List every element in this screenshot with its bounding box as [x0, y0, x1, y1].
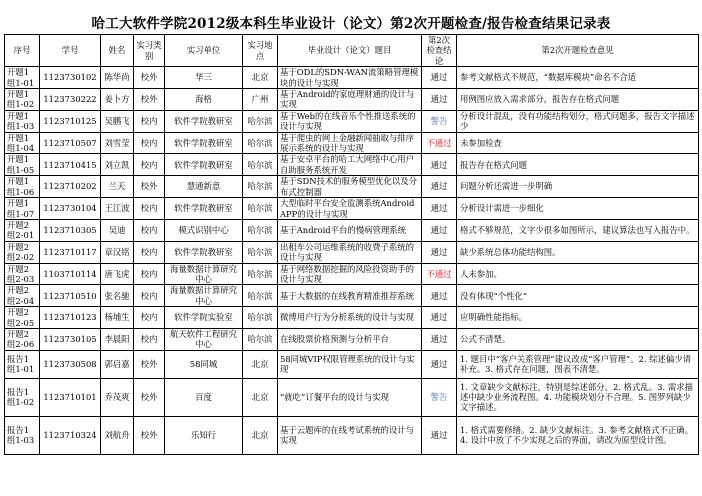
- row-check-result: 通过: [422, 89, 457, 111]
- header-check-result: 第2次检查结论: [422, 35, 457, 67]
- row-student-id: 1123730105: [40, 328, 101, 350]
- row-internship-location: 哈尔滨: [243, 219, 278, 241]
- row-check-opinion: 未参加检查: [457, 132, 699, 154]
- row-name: 唐飞虎: [101, 263, 134, 285]
- row-student-id: 1123710202: [40, 176, 101, 198]
- row-internship-unit: 海量数据计算研究中心: [165, 263, 243, 285]
- row-name: 乔茂爽: [101, 378, 134, 416]
- row-thesis-title: 基于安卓平台的哈工大网络中心用户自助服务系统开发: [278, 154, 422, 176]
- row-index: 开题2组2-04: [5, 285, 40, 307]
- header-student-id: 学号: [40, 35, 101, 67]
- row-index: 开题2组2-06: [5, 328, 40, 350]
- row-check-result: 通过: [422, 176, 457, 198]
- row-thesis-title: 基于网络数据挖掘的风险投资助手的设计与实现: [278, 263, 422, 285]
- row-check-opinion: 人未参加。: [457, 263, 699, 285]
- row-thesis-title: 大型临时平台安全监测系统Android APP的设计与实现: [278, 198, 422, 220]
- row-internship-type: 校内: [134, 219, 165, 241]
- table-row: [5, 67, 699, 89]
- row-check-opinion: 没有体现“个性化”: [457, 285, 699, 307]
- row-check-opinion: 分析设计需进一步细化: [457, 198, 699, 220]
- row-internship-unit: 乐知行: [165, 416, 243, 454]
- row-student-id: 1123710510: [40, 285, 101, 307]
- row-internship-type: 校内: [134, 307, 165, 329]
- row-check-opinion: 1. 文章缺少文献标注，特别是综述部分。2. 格式乱。3. 需求描述中缺少业务流程图。4. 功能模块划分不合理。5. 图罗列缺少文字描述。: [457, 378, 699, 416]
- header-name: 姓名: [101, 35, 134, 67]
- row-index: 开题2组2-01: [5, 219, 40, 241]
- row-index: 开题1组1-03: [5, 110, 40, 132]
- row-thesis-title: 在线股票价格预测与分析平台: [278, 328, 422, 350]
- row-thesis-title: 出租车公司运维系统的收费子系统的设计与实现: [278, 241, 422, 263]
- row-internship-unit: 航天软件工程研究中心: [165, 328, 243, 350]
- row-check-opinion: 1. 题目中“客户关系管理”建议改成“客户管理”。2. 综述偏少请补充。3. 格式存在问题，图表不清楚。: [457, 350, 699, 378]
- row-student-id: 1123730222: [40, 89, 101, 111]
- table-row: [5, 263, 699, 285]
- results-table: [4, 34, 699, 455]
- row-internship-location: 哈尔滨: [243, 328, 278, 350]
- row-student-id: 1123710117: [40, 241, 101, 263]
- table-row: [5, 89, 699, 111]
- row-internship-unit: 模式识别中心: [165, 219, 243, 241]
- table-row: [5, 378, 699, 416]
- row-name: 姜卜方: [101, 89, 134, 111]
- row-student-id: 1123710305: [40, 219, 101, 241]
- table-row: [5, 154, 699, 176]
- row-thesis-title: 基于Web的在线音乐个性推送系统的设计与实现: [278, 110, 422, 132]
- row-student-id: 1103710114: [40, 263, 101, 285]
- row-index: 开题1组1-01: [5, 67, 40, 89]
- row-internship-unit: 软件学院教研室: [165, 198, 243, 220]
- row-internship-unit: 华三: [165, 67, 243, 89]
- row-thesis-title: 基于云题库的在线考试系统的设计与实现: [278, 416, 422, 454]
- row-index: 报告1组1-02: [5, 378, 40, 416]
- row-name: 陈华尚: [101, 67, 134, 89]
- table-row: [5, 307, 699, 329]
- row-internship-location: 广州: [243, 89, 278, 111]
- row-internship-type: 校内: [134, 154, 165, 176]
- table-row: [5, 416, 699, 454]
- row-thesis-title: 微博用户行为分析系统的设计与实现: [278, 307, 422, 329]
- row-internship-location: 哈尔滨: [243, 132, 278, 154]
- row-internship-unit: 软件学院教研室: [165, 132, 243, 154]
- table-header-row: [5, 35, 699, 67]
- row-internship-unit: 软件学院教研室: [165, 154, 243, 176]
- row-check-opinion: 1. 格式需要修缮。2. 缺少文献标注。3. 参考文献格式不正确。4. 设计中放了不少实现之后的界面，请改为原型设计图。: [457, 416, 699, 454]
- row-check-opinion: 分析设计混乱，没有功能结构划分，格式问题多，报告文字描述少: [457, 110, 699, 132]
- table-row: [5, 328, 699, 350]
- row-index: 开题2组2-02: [5, 241, 40, 263]
- row-student-id: 1123730104: [40, 198, 101, 220]
- row-check-result: 通过: [422, 241, 457, 263]
- row-internship-location: 哈尔滨: [243, 285, 278, 307]
- row-thesis-title: 基于爬虫的网上金融新闻抽取与排序展示系统的设计与实现: [278, 132, 422, 154]
- row-internship-location: 北京: [243, 67, 278, 89]
- table-row: [5, 132, 699, 154]
- row-internship-unit: 百度: [165, 378, 243, 416]
- row-internship-unit: 软件学院教研室: [165, 110, 243, 132]
- row-internship-location: 北京: [243, 350, 278, 378]
- row-internship-type: 校外: [134, 378, 165, 416]
- row-internship-unit: 58同城: [165, 350, 243, 378]
- header-internship-location: 实习地点: [243, 35, 278, 67]
- row-student-id: 1123710123: [40, 307, 101, 329]
- table-row: [5, 285, 699, 307]
- row-internship-type: 校外: [134, 67, 165, 89]
- page-title: 哈工大软件学院2012级本科生毕业设计（论文）第2次开题检查/报告检查结果记录表: [91, 16, 611, 32]
- header-internship-type: 实习类别: [134, 35, 165, 67]
- row-internship-type: 校外: [134, 350, 165, 378]
- row-thesis-title: 基于大数据的在线教育精准推荐系统: [278, 285, 422, 307]
- row-internship-location: 哈尔滨: [243, 110, 278, 132]
- row-index: 开题1组1-07: [5, 198, 40, 220]
- row-internship-type: 校外: [134, 416, 165, 454]
- row-internship-type: 校内: [134, 198, 165, 220]
- row-name: 王江波: [101, 198, 134, 220]
- row-name: 郭启嘉: [101, 350, 134, 378]
- row-index: 开题2组2-03: [5, 263, 40, 285]
- row-thesis-title: “就吃”订餐平台的设计与实现: [278, 378, 422, 416]
- row-index: 开题1组1-02: [5, 89, 40, 111]
- row-thesis-title: 58同城VIP权限管理系统的设计与实现: [278, 350, 422, 378]
- row-name: 刘雪莹: [101, 132, 134, 154]
- row-student-id: 1123730102: [40, 67, 101, 89]
- row-name: 刘立凯: [101, 154, 134, 176]
- row-internship-location: 哈尔滨: [243, 154, 278, 176]
- row-check-opinion: 应明确性能指标。: [457, 307, 699, 329]
- row-internship-location: 哈尔滨: [243, 176, 278, 198]
- row-internship-unit: 慧通新意: [165, 176, 243, 198]
- row-check-result: 通过: [422, 219, 457, 241]
- row-name: 张名驰: [101, 285, 134, 307]
- row-student-id: 1123710415: [40, 154, 101, 176]
- row-check-result: 不通过: [422, 132, 457, 154]
- row-check-result: 通过: [422, 198, 457, 220]
- row-check-opinion: 缺少系统总体功能结构图。: [457, 241, 699, 263]
- table-row: [5, 198, 699, 220]
- row-internship-location: 哈尔滨: [243, 198, 278, 220]
- table-row: [5, 241, 699, 263]
- row-index: 报告1组1-01: [5, 350, 40, 378]
- header-index: 序号: [5, 35, 40, 67]
- row-check-opinion: 报告存在格式问题: [457, 154, 699, 176]
- row-internship-unit: 海格: [165, 89, 243, 111]
- row-check-opinion: 格式不够规范，文字少很多如图所示，建议算法也写入报告中。: [457, 219, 699, 241]
- row-name: 李晨阳: [101, 328, 134, 350]
- row-internship-location: 哈尔滨: [243, 307, 278, 329]
- row-thesis-title: 基于SDN技术的服务模型优化以及分布式控制器: [278, 176, 422, 198]
- row-index: 开题1组1-06: [5, 176, 40, 198]
- row-name: 刘航舟: [101, 416, 134, 454]
- table-row: [5, 176, 699, 198]
- row-internship-unit: 软件学院教研室: [165, 241, 243, 263]
- row-check-opinion: 问题分析还需进一步明确: [457, 176, 699, 198]
- row-thesis-title: 基于ODL的SDN-WAN流策略管理模块的设计与实现: [278, 67, 422, 89]
- row-internship-location: 北京: [243, 416, 278, 454]
- row-student-id: 1123710101: [40, 378, 101, 416]
- header-check-opinion: 第2次开题检查意见: [457, 35, 699, 67]
- row-name: 兰天: [101, 176, 134, 198]
- row-internship-location: 哈尔滨: [243, 241, 278, 263]
- row-check-opinion: 参考文献格式不规范，“数据库模块”命名不合适: [457, 67, 699, 89]
- row-check-result: 通过: [422, 154, 457, 176]
- row-internship-type: 校内: [134, 241, 165, 263]
- row-index: 开题2组2-05: [5, 307, 40, 329]
- row-thesis-title: 基于Android的家庭理财通的设计与实现: [278, 89, 422, 111]
- row-student-id: 1123710125: [40, 110, 101, 132]
- row-index: 开题1组1-05: [5, 154, 40, 176]
- table-row: [5, 350, 699, 378]
- row-internship-location: 北京: [243, 378, 278, 416]
- row-student-id: 1123710507: [40, 132, 101, 154]
- row-index: 报告1组1-03: [5, 416, 40, 454]
- row-name: 章汉铭: [101, 241, 134, 263]
- row-thesis-title: 基于Android平台的慢病管理系统: [278, 219, 422, 241]
- row-name: 杨埔生: [101, 307, 134, 329]
- row-name: 吴鹏飞: [101, 110, 134, 132]
- row-internship-unit: 海量数据计算研究中心: [165, 285, 243, 307]
- row-internship-type: 校内: [134, 285, 165, 307]
- row-internship-type: 校外: [134, 89, 165, 111]
- header-internship-unit: 实习单位: [165, 35, 243, 67]
- row-internship-location: 哈尔滨: [243, 263, 278, 285]
- row-check-result: 警告: [422, 110, 457, 132]
- row-internship-type: 校内: [134, 263, 165, 285]
- row-check-result: 通过: [422, 350, 457, 378]
- row-check-result: 不通过: [422, 263, 457, 285]
- row-check-result: 通过: [422, 285, 457, 307]
- row-internship-unit: 软件学院实验室: [165, 307, 243, 329]
- row-student-id: 1123730508: [40, 350, 101, 378]
- row-check-result: 通过: [422, 328, 457, 350]
- row-check-opinion: 用例图应放入需求部分，报告存在格式问题: [457, 89, 699, 111]
- row-internship-type: 校内: [134, 132, 165, 154]
- row-internship-type: 校内: [134, 110, 165, 132]
- row-student-id: 1123710324: [40, 416, 101, 454]
- row-check-result: 通过: [422, 67, 457, 89]
- row-internship-type: 校内: [134, 328, 165, 350]
- row-check-result: 通过: [422, 416, 457, 454]
- row-check-result: 警告: [422, 378, 457, 416]
- header-thesis-title: 毕业设计（论文）题目: [278, 35, 422, 67]
- table-row: [5, 110, 699, 132]
- row-check-result: 通过: [422, 307, 457, 329]
- row-name: 吴迪: [101, 219, 134, 241]
- row-check-opinion: 公式不清楚。: [457, 328, 699, 350]
- row-internship-type: 校外: [134, 176, 165, 198]
- table-row: [5, 219, 699, 241]
- row-index: 开题1组1-04: [5, 132, 40, 154]
